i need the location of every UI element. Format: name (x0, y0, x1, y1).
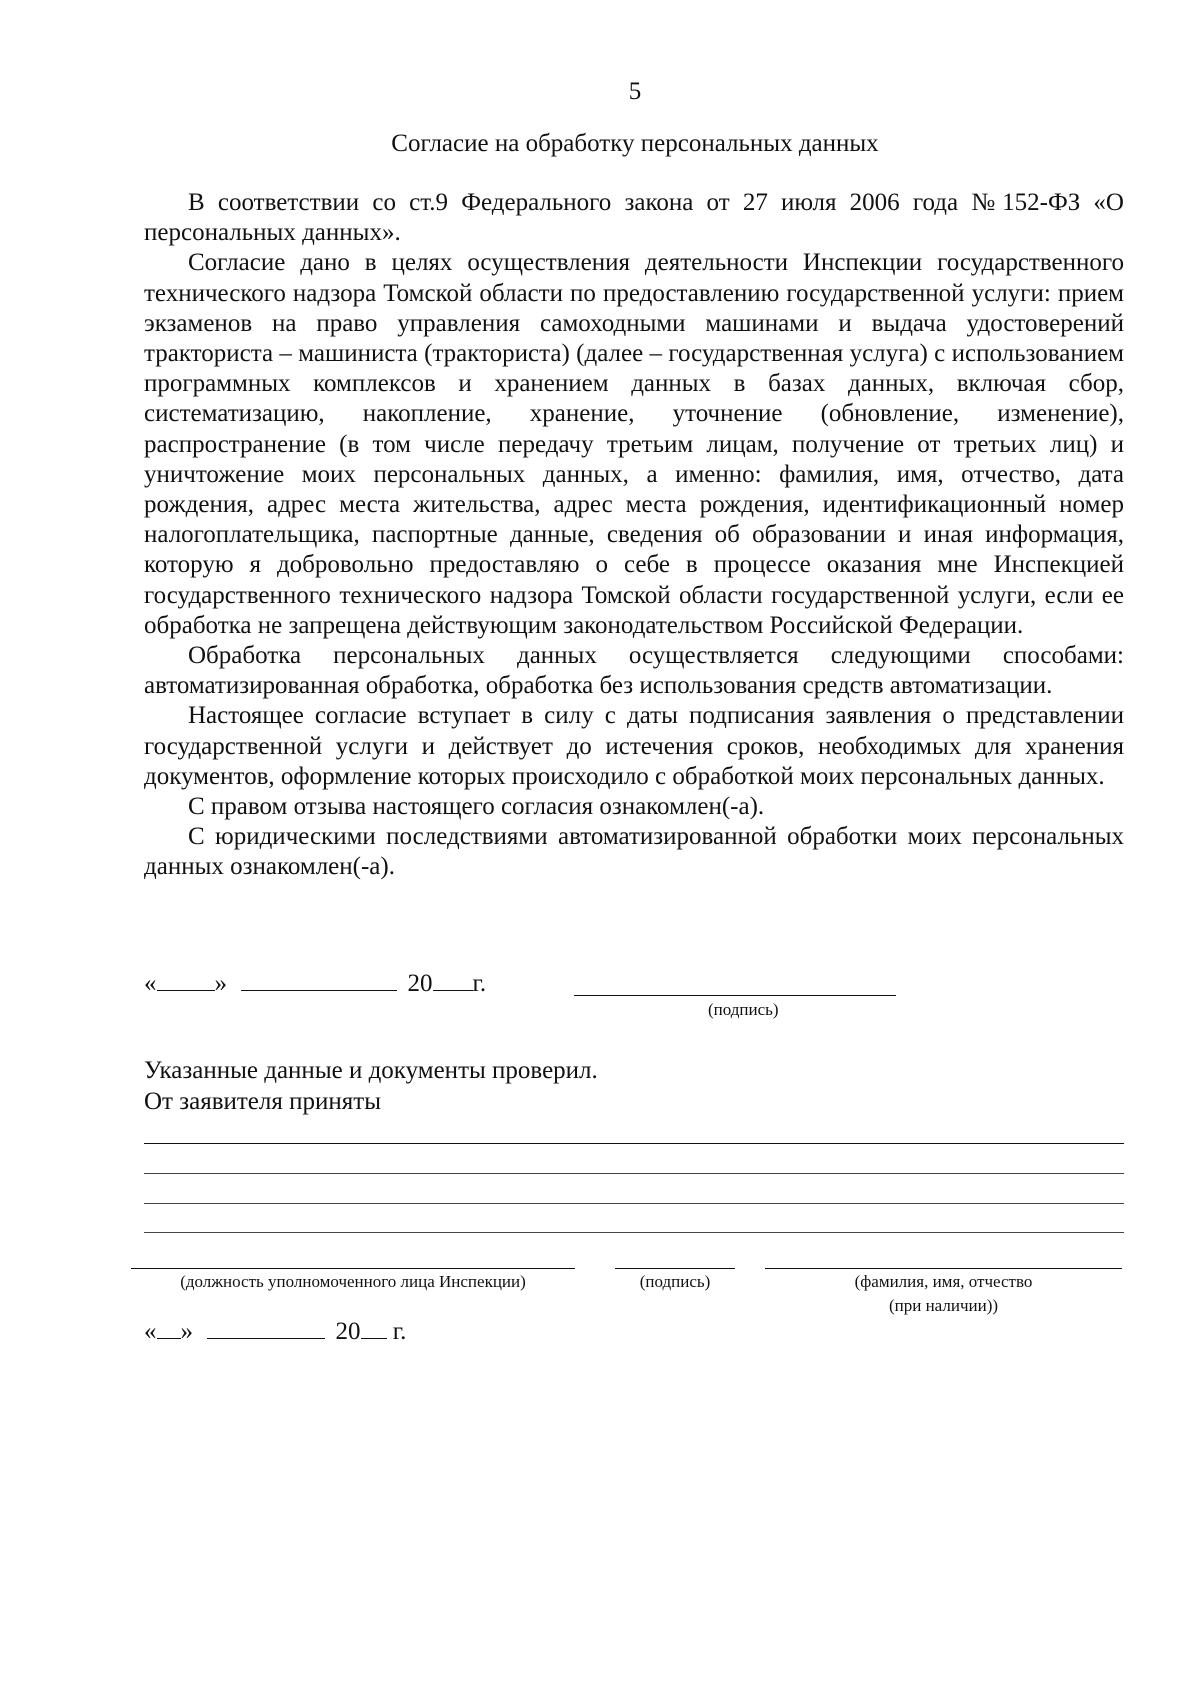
official-signature-line[interactable] (615, 1268, 735, 1269)
day-blank-field[interactable] (157, 1316, 181, 1339)
official-full-name-line[interactable] (765, 1268, 1122, 1269)
accepted-from-applicant-text: От заявителя приняты (144, 1088, 381, 1115)
consent-body (144, 188, 1124, 883)
date-year-suffix: г. (392, 1318, 407, 1345)
date-close-quote: » (214, 970, 227, 997)
official-date-line (144, 1316, 406, 1346)
paragraph-law-reference: В соответствии со ст.9 Федерального закона от 27 июля 2006 года №152-ФЗ «О персональных данных». (144, 189, 1124, 247)
date-century: 20 (407, 970, 433, 997)
month-blank-field[interactable] (241, 968, 397, 991)
verification-block (144, 1055, 598, 1117)
applicant-date-line (144, 968, 486, 998)
accepted-documents-line-3[interactable] (144, 1203, 1124, 1204)
official-position-line[interactable] (131, 1268, 575, 1269)
date-close-quote: » (180, 1318, 193, 1345)
document-title: Согласие на обработку персональных данных (391, 130, 879, 157)
applicant-signature-line[interactable] (574, 995, 896, 996)
page-number: 5 (628, 78, 642, 105)
year-blank-field[interactable] (433, 968, 473, 991)
verification-text: Указанные данные и документы проверил. (144, 1057, 598, 1084)
official-position-caption: (должность уполномоченного лица Инспекции) (180, 1272, 526, 1291)
date-open-quote: « (144, 970, 157, 997)
accepted-documents-line-1[interactable] (144, 1143, 1124, 1144)
applicant-signature-caption: (подпись) (708, 1000, 779, 1019)
day-blank-field[interactable] (157, 968, 215, 991)
official-full-name-caption-line2: (при наличии)) (888, 1296, 999, 1315)
date-century: 20 (335, 1318, 361, 1345)
paragraph-validity-period: Настоящее согласие вступает в силу с даты подписания заявления о представлении государственной услуги и действует до истечения сроков, необходимых для хранения документов, оформление которых происходило с обработкой моих персональных данных. (144, 702, 1124, 790)
date-open-quote: « (144, 1318, 157, 1345)
paragraph-revocation-right: С правом отзыва настоящего согласия ознакомлен(-а). (188, 793, 765, 821)
month-blank-field[interactable] (207, 1316, 325, 1339)
date-year-suffix: г. (472, 970, 487, 997)
official-signature-caption: (подпись) (639, 1272, 711, 1291)
paragraph-legal-consequences: С юридическими последствиями автоматизированной обработки моих персональных данных ознакомлен(-а). (144, 823, 1124, 881)
paragraph-processing-methods: Обработка персональных данных осуществляется следующими способами: автоматизированная обработка, обработка без использования средств автоматизации. (144, 642, 1124, 700)
accepted-documents-line-4[interactable] (144, 1232, 1124, 1233)
paragraph-consent-purpose: Согласие дано в целях осуществления деятельности Инспекции государственного технического надзора Томской области по предоставлению государственной услуги: прием экзаменов на право управления самоходными машинами и выдача удостоверений тракториста – машиниста (тракториста) (далее – государственная услуга) с использованием программных комплексов и хранением данных в базах данных, включая сбор, систематизацию, накопление, хранение, уточнение (обновление, изменение), распространение (в том числе передачу третьим лицам, получение от третьих лиц) и уничтожение моих персональных данных, а именно: фамилия, имя, отчество, дата рождения, адрес места жительства, адрес места рождения, идентификационный номер налогоплательщика, паспортные данные, сведения об образовании и иная информация, которую я добровольно предоставляю о себе в процессе оказания мне Инспекцией государственного технического надзора Томской области государственной услуги, если ее обработка не запрещена действующим законодательством Российской Федерации. (144, 249, 1124, 639)
official-full-name-caption (765, 1270, 1122, 1318)
year-blank-field[interactable] (361, 1316, 387, 1339)
accepted-documents-line-2[interactable] (144, 1173, 1124, 1174)
official-full-name-caption-line1: (фамилия, имя, отчество (854, 1272, 1033, 1291)
